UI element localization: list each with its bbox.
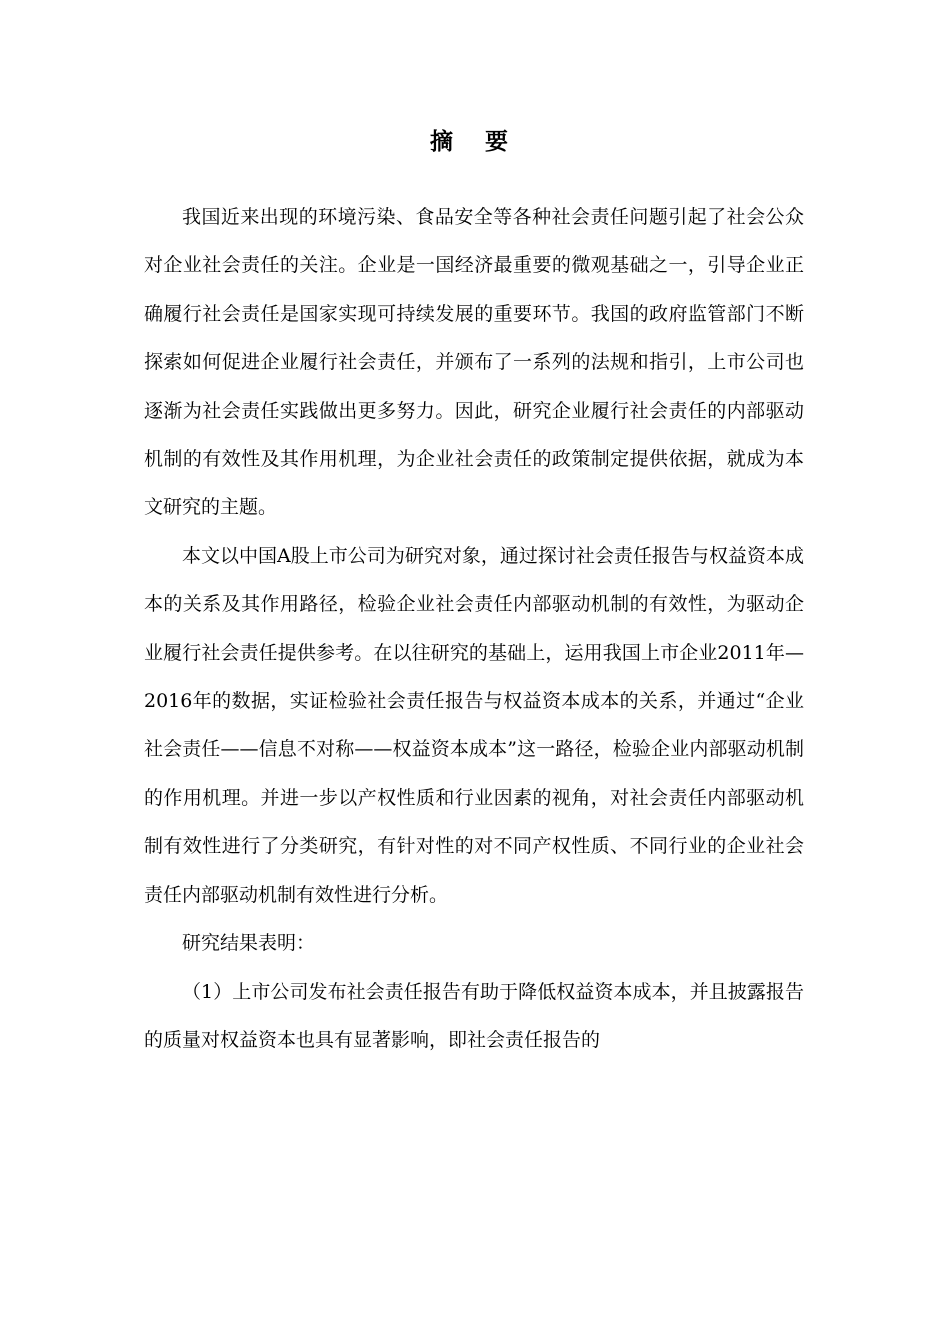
- paragraph-method: 本文以中国A股上市公司为研究对象，通过探讨社会责任报告与权益资本成本的关系及其作用路径，检验企业社会责任内部驱动机制的有效性，为驱动企业履行社会责任提供参考。在以往研究的基础上，运用我国上市企业2011年—2016年的数据，实证检验社会责任报告与权益资本成本的关系，并通过“企业社会责任——信息不对称——权益资本成本”这一路径，检验企业内部驱动机制的作用机理。并进一步以产权性质和行业因素的视角，对社会责任内部驱动机制有效性进行了分类研究，有针对性的对不同产权性质、不同行业的企业社会责任内部驱动机制有效性进行分析。: [144, 544, 804, 906]
- paragraph-result-1: （1）上市公司发布社会责任报告有助于降低权益资本成本，并且披露报告的质量对权益资本也具有显著影响，即社会责任报告的: [144, 980, 804, 1051]
- paragraph-background: 我国近来出现的环境污染、食品安全等各种社会责任问题引起了社会公众对企业社会责任的关注。企业是一国经济最重要的微观基础之一，引导企业正确履行社会责任是国家实现可持续发展的重要环节。我国的政府监管部门不断探索如何促进企业履行社会责任，并颁布了一系列的法规和指引，上市公司也逐渐为社会责任实践做出更多努力。因此，研究企业履行社会责任的内部驱动机制的有效性及其作用机理，为企业社会责任的政策制定提供依据，就成为本文研究的主题。: [144, 206, 804, 519]
- abstract-title: 摘 要: [429, 129, 520, 155]
- abstract-body: [144, 193, 804, 1064]
- paragraph-results-intro: 研究结果表明：: [182, 932, 316, 955]
